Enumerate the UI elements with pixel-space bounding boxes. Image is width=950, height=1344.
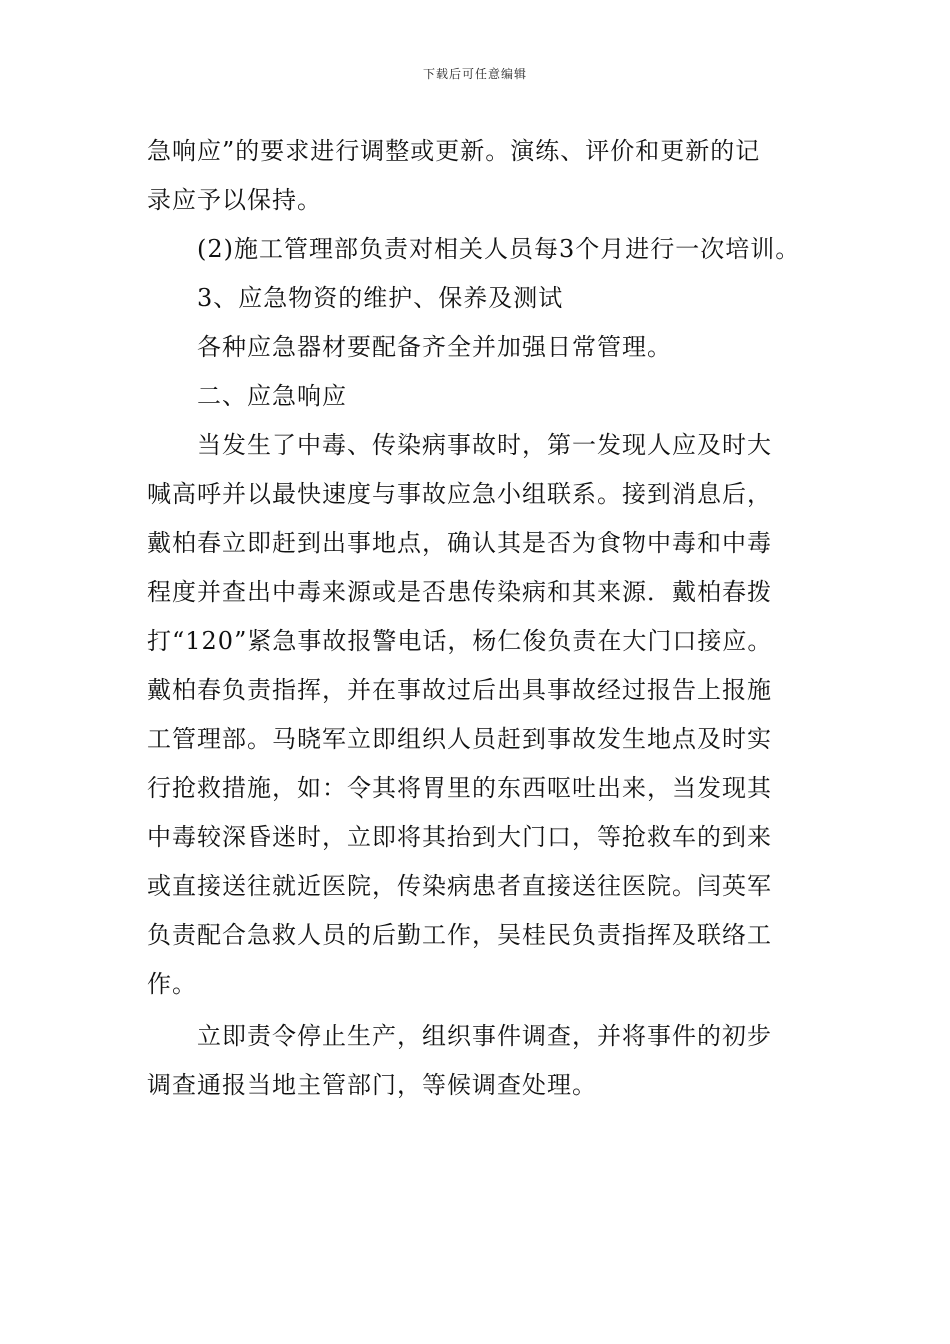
- text-line: 急响应”的要求进行调整或更新。演练、评价和更新的记: [147, 137, 761, 165]
- text-line: 录应予以保持。: [147, 186, 322, 214]
- text-line: 当发生了中毒、传染病事故时，第一发现人应及时大: [197, 431, 772, 459]
- document-body: [147, 127, 807, 1110]
- section-heading: 3、应急物资的维护、保养及测试: [197, 284, 564, 312]
- text-line: 作。: [147, 970, 197, 998]
- text-line: 调查通报当地主管部门，等候调查处理。: [147, 1071, 597, 1099]
- text-line: 工管理部。马晓军立即组织人员赶到事故发生地点及时实: [147, 725, 772, 753]
- text-line: 戴柏春立即赶到出事地点，确认其是否为食物中毒和中毒: [147, 529, 772, 557]
- text-line: 喊高呼并以最快速度与事故应急小组联系。接到消息后，: [147, 480, 772, 508]
- text-line: (2)施工管理部负责对相关人员每3个月进行一次培训。: [197, 235, 801, 263]
- text-line: 或直接送往就近医院，传染病患者直接送往医院。闫英军: [147, 872, 772, 900]
- text-line: 各种应急器材要配备齐全并加强日常管理。: [197, 333, 672, 361]
- text-line: 行抢救措施，如：令其将胃里的东西呕吐出来，当发现其: [147, 774, 772, 802]
- section-heading: 二、应急响应: [197, 382, 347, 410]
- text-line: 负责配合急救人员的后勤工作，吴桂民负责指挥及联络工: [147, 921, 772, 949]
- page-header: 下载后可任意编辑: [422, 67, 527, 81]
- text-line: 中毒较深昏迷时，立即将其抬到大门口，等抢救车的到来: [147, 823, 772, 851]
- text-line: 程度并查出中毒来源或是否患传染病和其来源．戴柏春拨: [147, 578, 772, 606]
- text-line: 打“120”紧急事故报警电话，杨仁俊负责在大门口接应。: [147, 627, 773, 655]
- text-line: 立即责令停止生产，组织事件调查，并将事件的初步: [197, 1022, 772, 1050]
- text-line: 戴柏春负责指挥，并在事故过后出具事故经过报告上报施: [147, 676, 772, 704]
